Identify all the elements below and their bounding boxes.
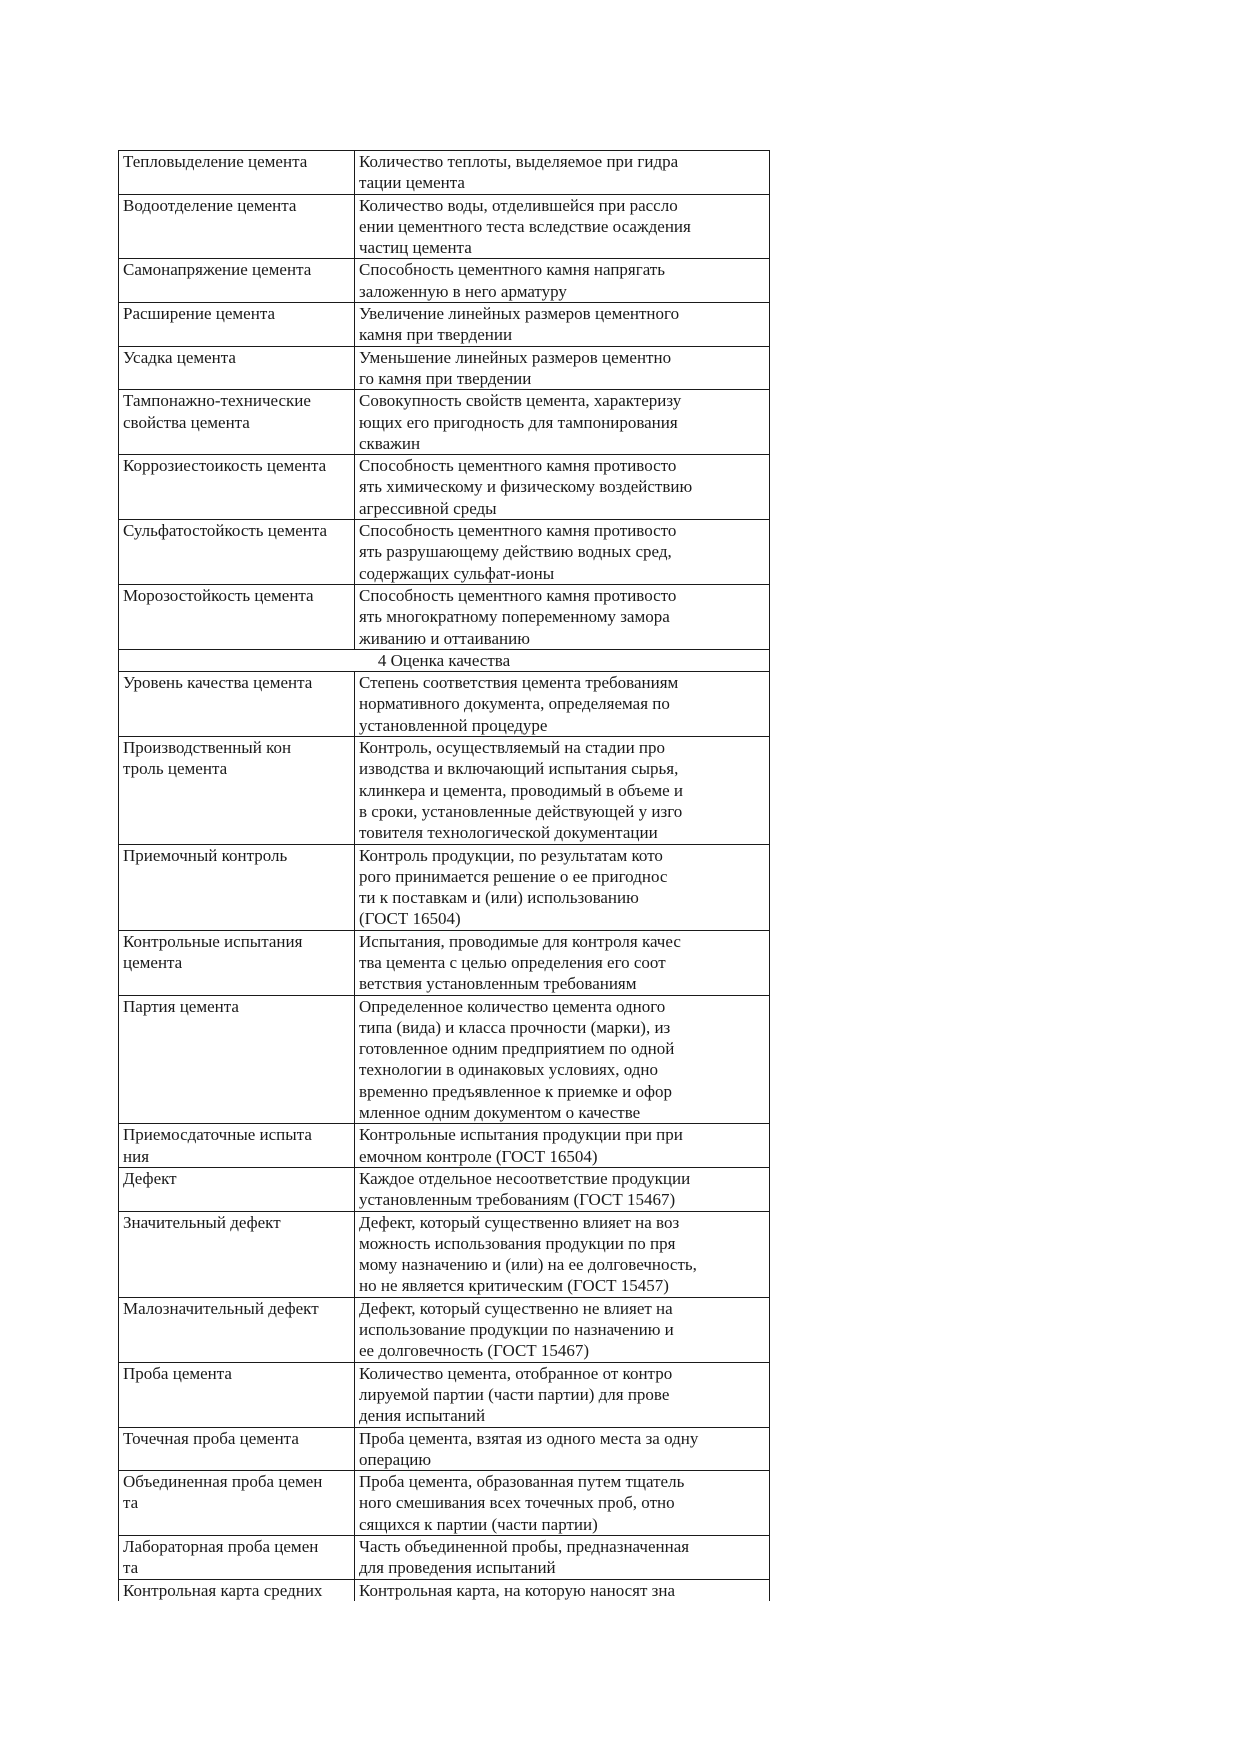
definition-cell: Проба цемента, взятая из одного места за одну операцию — [355, 1427, 770, 1471]
term-cell: Приемочный контроль — [119, 844, 355, 930]
definition-cell: Способность цементного камня противосто ять разрушающему действию водных сред, содержащих сульфат-ионы — [355, 520, 770, 585]
table-row — [119, 930, 770, 995]
terms-table — [118, 150, 770, 1601]
table-row — [119, 151, 770, 195]
section-heading: 4 Оценка качества — [119, 649, 770, 671]
definition-cell: Количество воды, отделившейся при рассло ении цементного теста вследствие осаждения частиц цемента — [355, 194, 770, 259]
table-row — [119, 390, 770, 455]
term-cell: Сульфатостойкость цемента — [119, 520, 355, 585]
term-cell: Проба цемента — [119, 1362, 355, 1427]
table-row — [119, 1471, 770, 1536]
term-cell: Дефект — [119, 1167, 355, 1211]
table-row — [119, 844, 770, 930]
table-row — [119, 1297, 770, 1362]
term-cell: Малозначительный дефект — [119, 1297, 355, 1362]
definition-cell: Контроль, осуществляемый на стадии про изводства и включающий испытания сырья, клинкера и цемента, проводимый в объеме и в сроки, установленные действующей у изго товителя технологической документации — [355, 737, 770, 844]
term-cell: Тампонажно-технические свойства цемента — [119, 390, 355, 455]
term-cell: Коррозиестоикость цемента — [119, 455, 355, 520]
term-cell: Водоотделение цемента — [119, 194, 355, 259]
term-cell: Точечная проба цемента — [119, 1427, 355, 1471]
term-cell: Производственный кон троль цемента — [119, 737, 355, 844]
term-cell — [119, 1579, 355, 1601]
table-row — [119, 1211, 770, 1297]
table-row — [119, 995, 770, 1124]
definition-cell: Увеличение линейных размеров цементного камня при твердении — [355, 303, 770, 347]
definition-cell: Количество теплоты, выделяемое при гидра тации цемента — [355, 151, 770, 195]
term-cell: Самонапряжение цемента — [119, 259, 355, 303]
term-cell: Объединенная проба цемен та — [119, 1471, 355, 1536]
table-row — [119, 520, 770, 585]
definition-text: Контрольная карта, на которую наносят зна — [359, 1580, 676, 1600]
definition-cell: Способность цементного камня противосто ять многократному попеременному замора живанию и оттаиванию — [355, 584, 770, 649]
term-cell: Уровень качества цемента — [119, 672, 355, 737]
definition-cell: Часть объединенной пробы, предназначенная для проведения испытаний — [355, 1536, 770, 1580]
definition-cell: Контрольные испытания продукции при при емочном контроле (ГОСТ 16504) — [355, 1124, 770, 1168]
definition-cell: Определенное количество цемента одного типа (вида) и класса прочности (марки), из готовленное одним предприятием по одной технологии в одинаковых условиях, одно временно предъявленное к приемке и офор мленное одним документом о качестве — [355, 995, 770, 1124]
table-row — [119, 303, 770, 347]
table-row — [119, 259, 770, 303]
definition-cell: Каждое отдельное несоответствие продукции установленным требованиям (ГОСТ 15467) — [355, 1167, 770, 1211]
term-cell: Усадка цемента — [119, 346, 355, 390]
definition-cell: Испытания, проводимые для контроля качес тва цемента с целью определения его соот ветствия установленным требованиям — [355, 930, 770, 995]
table-row-cut-off — [119, 1579, 770, 1601]
table-row — [119, 672, 770, 737]
definition-cell: Уменьшение линейных размеров цементно го камня при твердении — [355, 346, 770, 390]
section-heading-row — [119, 649, 770, 671]
table-row — [119, 1362, 770, 1427]
table-row — [119, 1427, 770, 1471]
definition-cell: Способность цементного камня противосто ять химическому и физическому воздействию агрессивной среды — [355, 455, 770, 520]
table-row — [119, 194, 770, 259]
definition-cell: Способность цементного камня напрягать заложенную в него арматуру — [355, 259, 770, 303]
term-cell: Лабораторная проба цемен та — [119, 1536, 355, 1580]
term-text: Контрольная карта средних — [123, 1580, 323, 1600]
table-row — [119, 455, 770, 520]
table-row — [119, 737, 770, 844]
term-cell: Морозостойкость цемента — [119, 584, 355, 649]
term-cell: Значительный дефект — [119, 1211, 355, 1297]
table-row — [119, 346, 770, 390]
term-cell: Расширение цемента — [119, 303, 355, 347]
definition-cell: Степень соответствия цемента требованиям нормативного документа, определяемая по установленной процедуре — [355, 672, 770, 737]
definition-cell — [355, 1579, 770, 1601]
definition-cell: Проба цемента, образованная путем тщатель ного смешивания всех точечных проб, отно сящихся к партии (части партии) — [355, 1471, 770, 1536]
definition-cell: Дефект, который существенно влияет на воз можность использования продукции по пря мому назначению и (или) на ее долговечность, но не является критическим (ГОСТ 15457) — [355, 1211, 770, 1297]
term-cell: Тепловыделение цемента — [119, 151, 355, 195]
table-row — [119, 1124, 770, 1168]
table-row — [119, 584, 770, 649]
definition-cell: Количество цемента, отобранное от контро лируемой партии (части партии) для прове дения испытаний — [355, 1362, 770, 1427]
definition-cell: Совокупность свойств цемента, характеризу ющих его пригодность для тампонирования скважин — [355, 390, 770, 455]
terms-table-body — [119, 151, 770, 1601]
table-row — [119, 1167, 770, 1211]
term-cell: Партия цемента — [119, 995, 355, 1124]
term-cell: Приемосдаточные испыта ния — [119, 1124, 355, 1168]
definition-cell: Контроль продукции, по результатам кото рого принимается решение о ее пригоднос ти к поставкам и (или) использованию (ГОСТ 16504) — [355, 844, 770, 930]
term-cell: Контрольные испытания цемента — [119, 930, 355, 995]
table-row — [119, 1536, 770, 1580]
definition-cell: Дефект, который существенно не влияет на использование продукции по назначению и ее долговечность (ГОСТ 15467) — [355, 1297, 770, 1362]
